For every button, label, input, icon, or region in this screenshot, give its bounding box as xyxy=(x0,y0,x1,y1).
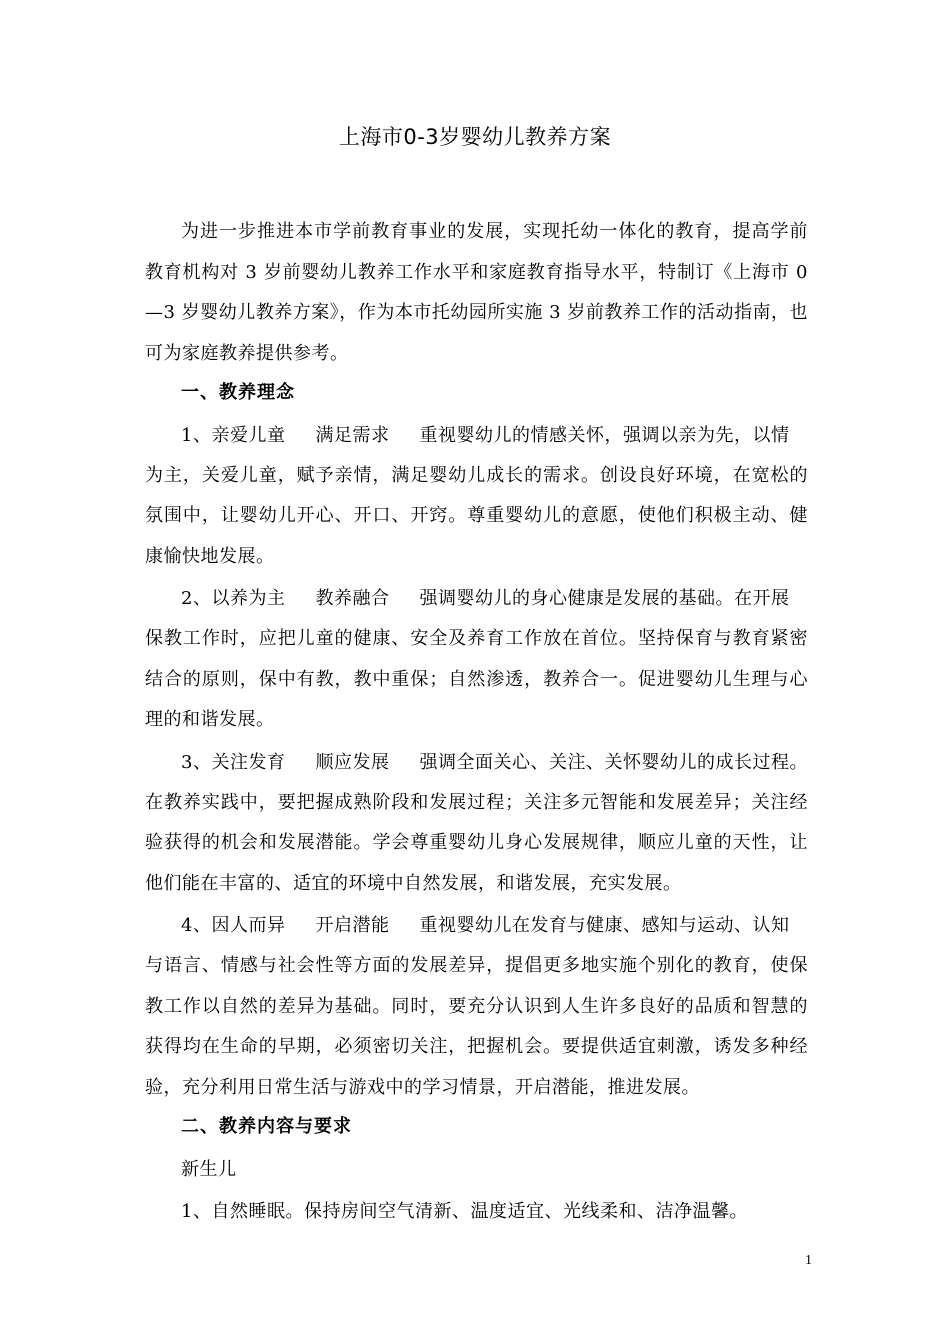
item-number-label: 3、关注发育 xyxy=(181,751,286,773)
item-phrase: 顺应发展 xyxy=(315,751,390,773)
item-lead-line xyxy=(145,908,808,944)
item-phrase: 满足需求 xyxy=(315,424,390,446)
item-number-label: 2、以养为主 xyxy=(181,588,286,609)
document-body xyxy=(145,212,808,1233)
item-lead-line xyxy=(145,418,808,454)
item-number-label: 4、因人而异 xyxy=(181,915,286,936)
philosophy-item-4 xyxy=(145,908,808,1108)
page-number: 1 xyxy=(805,1253,812,1268)
item-phrase: 教养融合 xyxy=(315,588,390,609)
item-lead-text: 重视婴幼儿在发育与健康、感知与运动、认知 xyxy=(419,915,790,936)
item-body-text: 保教工作时，应把儿童的健康、安全及养育工作放在首位。坚持保育与教育紧密结合的原则，保中有教，教中重保；自然渗透，教养合一。促进婴幼儿生理与心理的和谐发展。 xyxy=(145,628,808,730)
item-lead-text: 重视婴幼儿的情感关怀，强调以亲为先，以情 xyxy=(419,424,790,446)
item-lead-text: 强调全面关心、关注、关怀婴幼儿的成长过程。 xyxy=(419,751,808,773)
item-lead-line xyxy=(145,581,808,617)
item-body-text: 与语言、情感与社会性等方面的发展差异，提倡更多地实施个别化的教育，使保教工作以自然的差异为基础。同时，要充分认识到人生许多良好的品质和智慧的获得均在生命的早期，必须密切关注，把握机会。要提供适宜刺激，诱发多种经验，充分利用日常生活与游戏中的学习情景，开启潜能，推进发展。 xyxy=(145,955,808,1098)
item-body-text: 在教养实践中，要把握成熟阶段和发展过程；关注多元智能和发展差异；关注经验获得的机会和发展潜能。学会尊重婴幼儿身心发展规律，顺应儿童的天性，让他们能在丰富的、适宜的环境中自然发展，和谐发展，充实发展。 xyxy=(145,791,808,894)
subheading-newborn: 新生儿 xyxy=(181,1158,237,1180)
section-heading-content: 二、教养内容与要求 xyxy=(181,1116,352,1137)
document-title: 上海市0-3岁婴幼儿教养方案 xyxy=(338,125,612,149)
item-body-text: 为主，关爱儿童，赋予亲情，满足婴幼儿成长的需求。创设良好环境，在宽松的氛围中，让婴幼儿开心、开口、开窍。尊重婴幼儿的意愿，使他们积极主动、健康愉快地发展。 xyxy=(145,464,808,567)
content-item-1: 1、自然睡眠。保持房间空气清新、温度适宜、光线柔和、洁净温馨。 xyxy=(181,1201,748,1222)
section-heading-philosophy: 一、教养理念 xyxy=(181,382,295,403)
item-lead-text: 强调婴幼儿的身心健康是发展的基础。在开展 xyxy=(419,588,790,609)
item-lead-line xyxy=(145,745,808,781)
item-number-label: 1、亲爱儿童 xyxy=(181,424,286,446)
intro-paragraph: 为进一步推进本市学前教育事业的发展，实现托幼一体化的教育，提高学前教育机构对 3 岁前婴幼儿教养工作水平和家庭教育指导水平，特制订《上海市 0—3 岁婴幼儿教养方案》，作为本市托幼园所实施 3 岁前教养工作的活动指南，也可为家庭教养提供参考。 xyxy=(145,221,808,364)
item-phrase: 开启潜能 xyxy=(315,915,390,936)
philosophy-item-1 xyxy=(145,418,808,578)
philosophy-item-3 xyxy=(145,745,808,905)
philosophy-item-2 xyxy=(145,581,808,741)
